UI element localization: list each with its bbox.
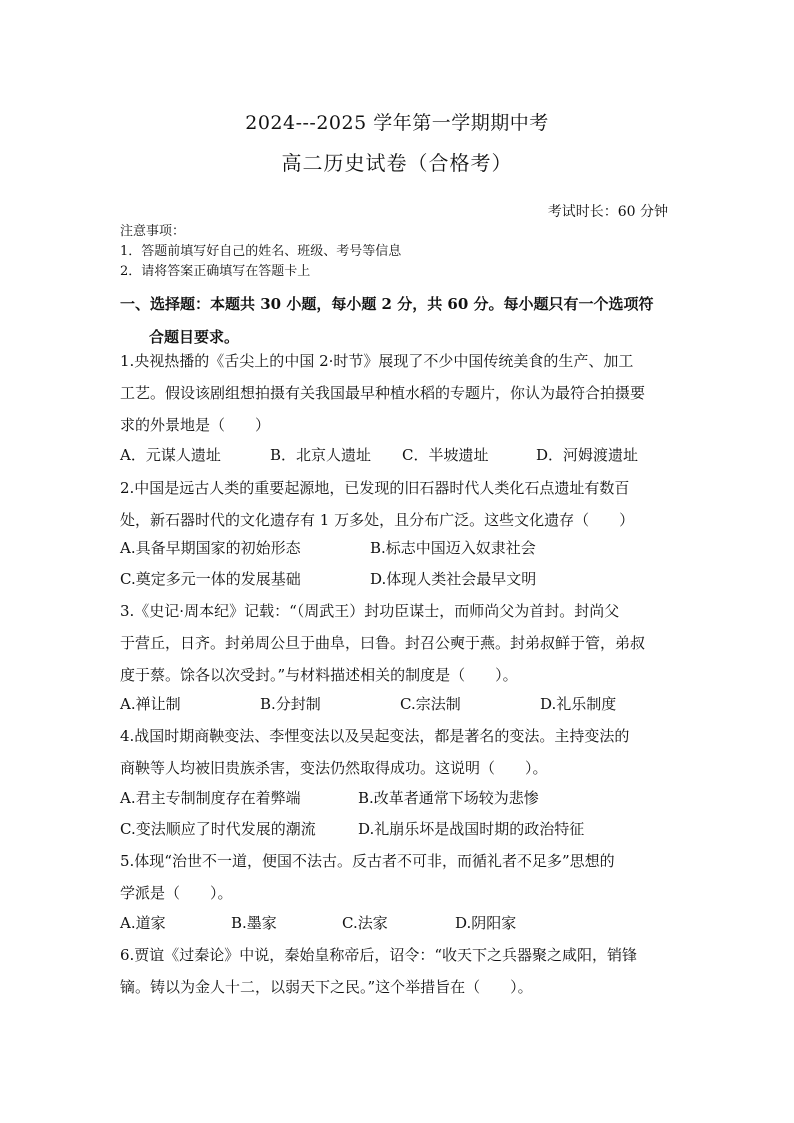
question-6-line-2: 镝。铸以为金人十二，以弱天下之民。”这个举措旨在（ ）。 — [120, 978, 533, 996]
question-1 — [120, 345, 680, 441]
question-5-option-b[interactable]: B.墨家 — [231, 914, 277, 932]
question-4-option-a[interactable]: A.君主专制制度存在着弊端 — [120, 789, 301, 807]
question-1-line-1: 1.央视热播的《舌尖上的中国 2·时节》展现了不少中国传统美食的生产、加工 — [120, 352, 634, 370]
note-item-1: 1．答题前填写好自己的姓名、班级、考号等信息 — [120, 244, 402, 259]
question-5-options — [120, 908, 680, 938]
question-1-option-d[interactable]: D．河姆渡遗址 — [536, 446, 639, 464]
notes-block — [120, 222, 401, 282]
question-3-option-a[interactable]: A.禅让制 — [120, 695, 181, 713]
question-6 — [120, 939, 680, 1003]
question-4-option-c[interactable]: C.变法顺应了时代发展的潮流 — [120, 820, 316, 838]
question-5-line-1: 5.体现“治世不一道，便国不法古。反古者不可非，而循礼者不足多”思想的 — [120, 852, 615, 870]
question-5 — [120, 845, 680, 909]
question-2-options-row-1 — [120, 533, 680, 563]
question-4-options-row-1 — [120, 783, 680, 813]
question-2-option-c[interactable]: C.奠定多元一体的发展基础 — [120, 570, 301, 588]
exam-title: 2024---2025 学年第一学期期中考 — [245, 112, 549, 134]
question-1-line-3: 求的外景地是（ ） — [120, 416, 271, 434]
question-4-options-row-2 — [120, 814, 680, 844]
question-3-option-d[interactable]: D.礼乐制度 — [540, 695, 617, 713]
question-3-line-2: 于营丘，日齐。封弟周公旦于曲阜，曰鲁。封召公奭于燕。封弟叔鲜于管，弟叔 — [120, 634, 646, 652]
question-2-line-1: 2.中国是远古人类的重要起源地，已发现的旧石器时代人类化石点遗址有数百 — [120, 479, 630, 497]
question-1-option-c[interactable]: C．半坡遗址 — [402, 446, 489, 464]
question-5-option-c[interactable]: C.法家 — [342, 914, 388, 932]
question-2 — [120, 472, 680, 536]
question-4-option-b[interactable]: B.改革者通常下场较为悲惨 — [358, 789, 539, 807]
question-4 — [120, 720, 680, 784]
question-1-option-b[interactable]: B．北京人遗址 — [270, 446, 372, 464]
question-1-line-2: 工艺。假设该剧组想拍摄有关我国最早种植水稻的专题片，你认为最符合拍摄要 — [120, 384, 646, 402]
question-3-option-c[interactable]: C.宗法制 — [400, 695, 461, 713]
notes-heading: 注意事项： — [120, 224, 186, 239]
question-2-option-b[interactable]: B.标志中国迈入奴隶社会 — [370, 539, 536, 557]
note-item-2: 2．请将答案正确填写在答题卡上 — [120, 264, 311, 279]
question-1-option-a[interactable]: A．元谋人遗址 — [120, 446, 221, 464]
question-3 — [120, 595, 680, 691]
question-4-line-1: 4.战国时期商鞅变法、李悝变法以及吴起变法，都是著名的变法。主持变法的 — [120, 727, 630, 745]
exam-subtitle: 高二历史试卷（合格考） — [281, 151, 513, 175]
question-3-options — [120, 689, 680, 719]
question-4-line-2: 商鞅等人均被旧贵族杀害，变法仍然取得成功。这说明（ ）。 — [120, 759, 548, 777]
exam-duration: 考试时长：60 分钟 — [547, 204, 668, 220]
question-5-option-a[interactable]: A.道家 — [120, 914, 166, 932]
section-heading-line-1: 一、选择题：本题共 30 小题，每小题 2 分，共 60 分。每小题只有一个选项符 — [120, 295, 654, 313]
question-4-option-d[interactable]: D.礼崩乐坏是战国时期的政治特征 — [358, 820, 585, 838]
question-3-option-b[interactable]: B.分封制 — [260, 695, 321, 713]
question-5-line-2: 学派是（ ）。 — [120, 884, 233, 902]
question-2-option-d[interactable]: D.体现人类社会最早文明 — [370, 570, 537, 588]
question-2-line-2: 处，新石器时代的文化遗存有 1 万多处，且分布广泛。这些文化遗存（ ） — [120, 511, 635, 529]
question-6-line-1: 6.贾谊《过秦论》中说，秦始皇称帝后，诏令：“收天下之兵器聚之咸阳，销锋 — [120, 946, 637, 964]
question-3-line-1: 3.《史记·周本纪》记载：“（周武王）封功臣谋士，而师尚父为首封。封尚父 — [120, 602, 620, 620]
question-3-line-3: 度于蔡。馀各以次受封。”与材料描述相关的制度是（ ）。 — [120, 666, 518, 684]
question-2-options-row-2 — [120, 564, 680, 594]
question-1-options — [120, 440, 680, 470]
question-2-option-a[interactable]: A.具备早期国家的初始形态 — [120, 539, 301, 557]
question-5-option-d[interactable]: D.阴阳家 — [455, 914, 517, 932]
section-heading-line-2: 合题目要求。 — [149, 328, 240, 346]
